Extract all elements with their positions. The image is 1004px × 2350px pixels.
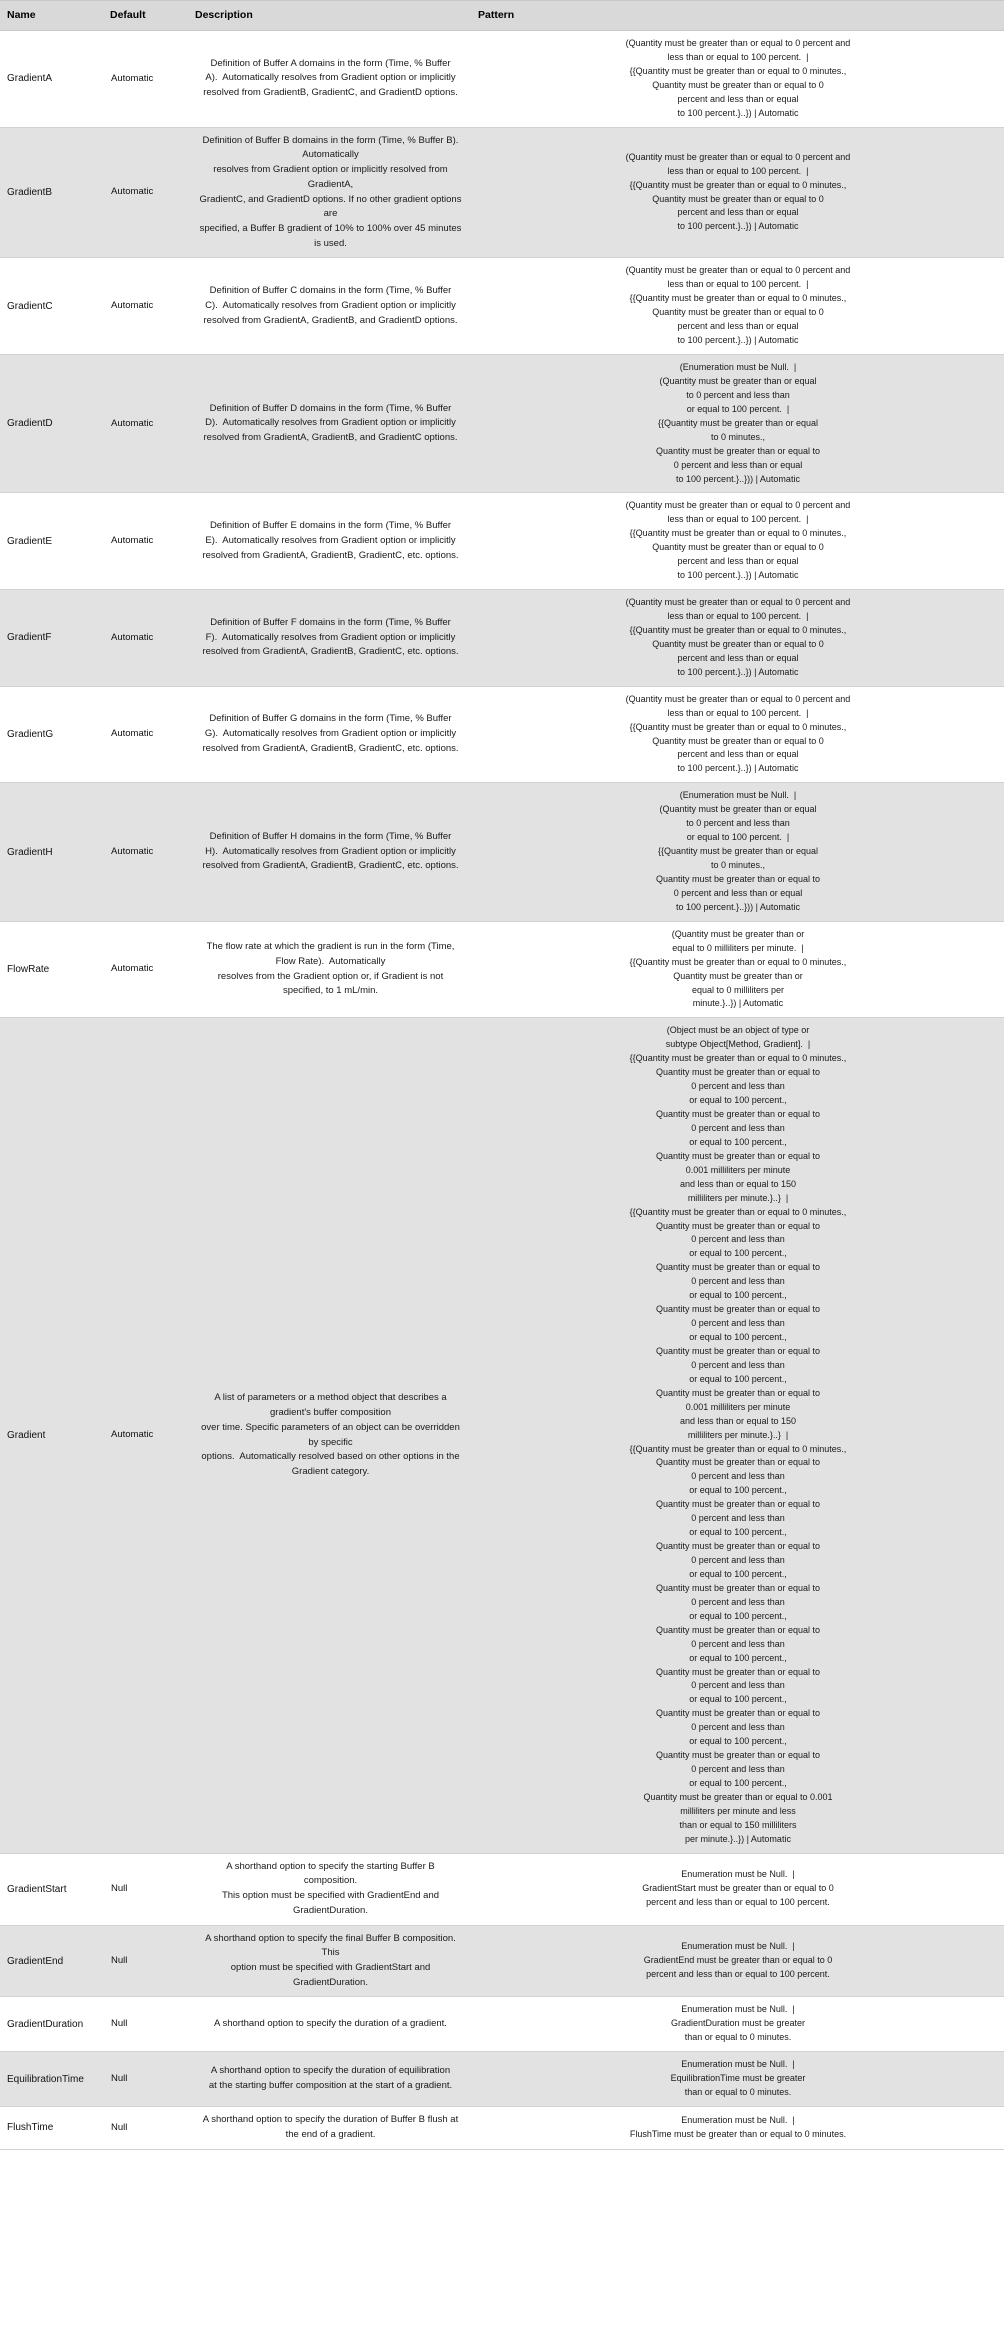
description-lines — [199, 519, 462, 563]
pattern-line: per minute.}..}) | Automatic — [685, 1833, 791, 1844]
pattern-line: Quantity must be greater than or equal to — [655, 1067, 821, 1078]
table-row — [0, 31, 1004, 128]
pattern-line: 0 percent and less than — [691, 1722, 785, 1733]
cell-option-name: GradientA — [0, 31, 104, 128]
column-header-description: Description — [189, 1, 472, 31]
description-line: resolved from GradientA, GradientB, GradientC, etc. options. — [202, 549, 459, 561]
pattern-line: or equal to 100 percent., — [689, 1248, 787, 1259]
pattern-line: GradientDuration must be greater — [670, 2018, 806, 2029]
table-row — [0, 1925, 1004, 1997]
table-row — [0, 1997, 1004, 2052]
cell-pattern — [472, 493, 1004, 590]
description-line: resolved from GradientA, GradientB, GradientC, etc. options. — [202, 860, 459, 872]
pattern-line: Quantity must be greater than or equal to 0 — [652, 307, 824, 318]
pattern-line: to 100 percent.}..}) | Automatic — [677, 666, 799, 677]
pattern-line: to 100 percent.}..}) | Automatic — [677, 335, 799, 346]
pattern-line: 0 percent and less than or equal — [673, 459, 803, 470]
pattern-line: less than or equal to 100 percent. | — [667, 279, 809, 290]
pattern-line: milliliters per minute and less — [680, 1805, 796, 1816]
table-row — [0, 258, 1004, 355]
description-line: GradientC, and GradientD options. If no other gradient options are — [199, 193, 465, 220]
pattern-line: percent and less than or equal — [677, 749, 799, 760]
description-line: resolved from GradientA, GradientB, and GradientC options. — [203, 432, 458, 444]
pattern-line: (Quantity must be greater than or equal to 0 percent and — [625, 265, 851, 276]
cell-description — [189, 258, 472, 355]
pattern-line: 0 percent and less than — [691, 1318, 785, 1329]
cell-option-name: FlowRate — [0, 921, 104, 1018]
cell-pattern — [472, 258, 1004, 355]
table-row — [0, 921, 1004, 1018]
pattern-line: to 100 percent.}..})) | Automatic — [676, 901, 800, 912]
cell-default-value: Automatic — [104, 590, 189, 687]
description-line: resolves from the Gradient option or, if Gradient is not specified, to 1 mL/min. — [217, 970, 446, 997]
pattern-line: (Quantity must be greater than or equal to 0 percent and — [625, 693, 851, 704]
cell-description — [189, 1925, 472, 1997]
cell-pattern — [472, 127, 1004, 258]
pattern-line: Quantity must be greater than or equal to 0 — [652, 638, 824, 649]
pattern-lines — [484, 1024, 992, 1846]
cell-default-value: Automatic — [104, 355, 189, 493]
cell-default-value: Automatic — [104, 686, 189, 783]
pattern-line: or equal to 100 percent., — [689, 1290, 787, 1301]
description-line: This option must be specified with GradientEnd and GradientDuration. — [221, 1890, 442, 1916]
pattern-lines — [484, 2114, 992, 2142]
pattern-lines — [484, 264, 992, 348]
description-line: D). Automatically resolves from Gradient option or implicitly — [205, 417, 456, 429]
cell-option-name: EquilibrationTime — [0, 2052, 104, 2107]
table-header — [0, 1, 1004, 31]
column-header-pattern: Pattern — [472, 1, 1004, 31]
cell-option-name: FlushTime — [0, 2107, 104, 2149]
pattern-line: less than or equal to 100 percent. | — [667, 51, 809, 62]
description-line: A shorthand option to specify the duration of equilibration — [210, 2065, 451, 2077]
cell-default-value: Automatic — [104, 127, 189, 258]
pattern-line: 0 percent and less than — [691, 1764, 785, 1775]
pattern-line: or equal to 100 percent., — [689, 1736, 787, 1747]
cell-option-name: GradientD — [0, 355, 104, 493]
cell-option-name: GradientDuration — [0, 1997, 104, 2052]
pattern-line: percent and less than or equal — [677, 93, 799, 104]
pattern-line: Enumeration must be Null. | — [681, 1941, 795, 1952]
pattern-line: Quantity must be greater than or equal to — [655, 1304, 821, 1315]
pattern-line: Quantity must be greater than or equal to — [655, 445, 821, 456]
cell-default-value: Null — [104, 2107, 189, 2149]
pattern-line: (Enumeration must be Null. | — [679, 362, 797, 372]
pattern-line: {{Quantity must be greater than or equal to 0 minutes., — [629, 624, 847, 635]
pattern-line: Quantity must be greater than or equal to — [655, 1499, 821, 1510]
pattern-line: Quantity must be greater than or equal to — [655, 1666, 821, 1677]
pattern-line: or equal to 100 percent. | — [686, 832, 790, 843]
description-line: resolved from GradientA, GradientB, GradientC, etc. options. — [202, 646, 459, 658]
cell-description — [189, 590, 472, 687]
pattern-line: Quantity must be greater than or equal to — [655, 1750, 821, 1761]
pattern-line: FlushTime must be greater than or equal to 0 minutes. — [629, 2128, 847, 2139]
cell-option-name: GradientG — [0, 686, 104, 783]
cell-pattern — [472, 2052, 1004, 2107]
pattern-line: less than or equal to 100 percent. | — [667, 707, 809, 718]
description-line: A). Automatically resolves from Gradient option or implicitly — [205, 72, 456, 84]
pattern-line: or equal to 100 percent., — [689, 1568, 787, 1579]
cell-option-name: GradientEnd — [0, 1925, 104, 1997]
pattern-line: equal to 0 milliliters per minute. | — [672, 942, 804, 953]
pattern-line: 0 percent and less than — [691, 1081, 785, 1092]
pattern-line: {{Quantity must be greater than or equal to 0 minutes., — [629, 1443, 847, 1454]
cell-option-name: GradientE — [0, 493, 104, 590]
description-lines — [199, 134, 465, 252]
pattern-line: {{Quantity must be greater than or equal — [657, 846, 819, 857]
cell-description — [189, 921, 472, 1018]
description-line: G). Automatically resolves from Gradient option or implicitly — [204, 728, 457, 740]
pattern-line: 0 percent and less than — [691, 1359, 785, 1370]
pattern-line: 0 percent and less than — [691, 1513, 785, 1524]
pattern-line: Quantity must be greater than or equal to — [655, 1345, 821, 1356]
description-lines — [199, 2064, 462, 2093]
pattern-line: or equal to 100 percent., — [689, 1136, 787, 1147]
pattern-line: GradientEnd must be greater than or equal to 0 — [643, 1955, 833, 1966]
pattern-lines — [484, 693, 992, 777]
description-lines — [199, 940, 462, 999]
cell-description — [189, 2052, 472, 2107]
pattern-line: Quantity must be greater than or equal to — [655, 1582, 821, 1593]
pattern-lines — [484, 789, 992, 914]
cell-option-name: GradientStart — [0, 1853, 104, 1925]
pattern-line: (Quantity must be greater than or equal to 0 percent and — [625, 597, 851, 608]
description-lines — [199, 2017, 462, 2032]
pattern-line: or equal to 100 percent., — [689, 1610, 787, 1621]
cell-description — [189, 355, 472, 493]
pattern-line: Quantity must be greater than or equal to — [655, 1220, 821, 1231]
description-line: F). Automatically resolves from Gradient option or implicitly — [205, 631, 456, 643]
pattern-line: 0.001 milliliters per minute — [685, 1164, 791, 1175]
cell-description — [189, 1018, 472, 1853]
pattern-line: than or equal to 0 minutes. — [684, 2087, 792, 2098]
pattern-line: Quantity must be greater than or equal to 0 — [652, 193, 824, 204]
pattern-lines — [484, 361, 992, 486]
pattern-line: 0.001 milliliters per minute — [685, 1401, 791, 1412]
pattern-line: Enumeration must be Null. | — [681, 2114, 795, 2125]
table-row — [0, 2107, 1004, 2149]
cell-pattern — [472, 590, 1004, 687]
description-line: specified, a Buffer B gradient of 10% to 100% over 45 minutes is used. — [199, 222, 465, 249]
cell-default-value: Null — [104, 1997, 189, 2052]
pattern-line: less than or equal to 100 percent. | — [667, 514, 809, 525]
description-line: A shorthand option to specify the duration of Buffer B flush at the end of a gradient. — [202, 2114, 461, 2140]
pattern-lines — [484, 2058, 992, 2100]
pattern-line: Quantity must be greater than or equal to — [655, 1150, 821, 1161]
description-lines — [199, 1391, 462, 1479]
pattern-line: Quantity must be greater than or equal to — [655, 1708, 821, 1719]
pattern-line: (Quantity must be greater than or equal — [659, 804, 817, 815]
table-row — [0, 2052, 1004, 2107]
description-line: A list of parameters or a method object that describes a gradient's buffer composition — [214, 1392, 450, 1419]
description-line: option must be specified with GradientStart and GradientDuration. — [230, 1962, 433, 1988]
cell-description — [189, 783, 472, 921]
description-line: A shorthand option to specify the final Buffer B composition. This — [205, 1932, 459, 1959]
description-lines — [199, 830, 462, 874]
pattern-line: 0 percent and less than — [691, 1555, 785, 1565]
pattern-line: Quantity must be greater than or equal to 0 — [652, 79, 824, 90]
pattern-line: milliliters per minute.}..} | — [687, 1192, 789, 1203]
table-row — [0, 686, 1004, 783]
pattern-line: 0 percent and less than — [691, 1471, 785, 1482]
pattern-line: (Quantity must be greater than or equal — [659, 375, 817, 386]
pattern-line: Quantity must be greater than or equal to — [655, 1387, 821, 1398]
cell-default-value: Null — [104, 1925, 189, 1997]
description-lines — [199, 57, 462, 101]
pattern-line: to 100 percent.}..}) | Automatic — [677, 763, 799, 774]
table-row — [0, 590, 1004, 687]
cell-pattern — [472, 1997, 1004, 2052]
cell-description — [189, 127, 472, 258]
description-lines — [199, 284, 462, 328]
table-row — [0, 1853, 1004, 1925]
cell-pattern — [472, 1853, 1004, 1925]
cell-default-value: Automatic — [104, 921, 189, 1018]
pattern-line: to 100 percent.}..}) | Automatic — [677, 570, 799, 581]
cell-pattern — [472, 1018, 1004, 1853]
pattern-line: 0 percent and less than — [691, 1596, 785, 1607]
column-header-name: Name — [0, 1, 104, 31]
pattern-lines — [484, 37, 992, 121]
pattern-line: Quantity must be greater than or — [673, 970, 803, 981]
pattern-line: to 100 percent.}..}) | Automatic — [677, 221, 799, 232]
pattern-line: 0 percent and less than — [691, 1122, 785, 1133]
pattern-line: milliliters per minute.}..} | — [687, 1429, 789, 1440]
pattern-line: Enumeration must be Null. | — [681, 2004, 795, 2015]
pattern-line: Quantity must be greater than or equal to — [655, 1624, 821, 1635]
table-row — [0, 355, 1004, 493]
description-line: over time. Specific parameters of an object can be overridden by specific — [201, 1421, 463, 1448]
pattern-line: Quantity must be greater than or equal to 0 — [652, 735, 824, 746]
description-lines — [199, 402, 462, 446]
table-row — [0, 783, 1004, 921]
description-line: options. Automatically resolved based on other options in the Gradient category. — [201, 1451, 463, 1477]
description-line: Definition of Buffer H domains in the form (Time, % Buffer — [209, 830, 452, 842]
pattern-line: percent and less than or equal — [677, 321, 799, 332]
pattern-line: or equal to 100 percent., — [689, 1332, 787, 1342]
pattern-line: (Quantity must be greater than or equal to 0 percent and — [625, 38, 851, 48]
pattern-line: Quantity must be greater than or equal to 0.001 — [643, 1791, 833, 1802]
description-lines — [199, 616, 462, 660]
pattern-line: percent and less than or equal to 100 percent. — [646, 1897, 830, 1908]
pattern-line: percent and less than or equal to 100 percent. — [646, 1968, 830, 1979]
cell-default-value: Automatic — [104, 1018, 189, 1853]
pattern-line: to 100 percent.}..}) | Automatic — [677, 107, 799, 118]
description-line: C). Automatically resolves from Gradient option or implicitly — [205, 299, 456, 311]
pattern-line: to 100 percent.}..})) | Automatic — [676, 473, 800, 484]
cell-pattern — [472, 686, 1004, 783]
cell-pattern — [472, 31, 1004, 128]
pattern-line: {{Quantity must be greater than or equal — [657, 417, 819, 428]
description-line: A shorthand option to specify the duration of a gradient. — [214, 2017, 447, 2029]
pattern-line: EquilibrationTime must be greater — [670, 2073, 806, 2084]
pattern-line: Quantity must be greater than or equal to — [655, 1457, 821, 1468]
description-lines — [199, 2113, 462, 2142]
cell-default-value: Null — [104, 1853, 189, 1925]
pattern-line: Quantity must be greater than or equal to — [655, 873, 821, 884]
description-line: Definition of Buffer A domains in the form (Time, % Buffer — [210, 57, 451, 69]
description-line: resolves from Gradient option or implicitly resolved from GradientA, — [213, 164, 451, 190]
pattern-line: (Enumeration must be Null. | — [679, 790, 797, 801]
pattern-line: percent and less than or equal — [677, 207, 799, 218]
description-line: Definition of Buffer E domains in the form (Time, % Buffer — [209, 520, 452, 532]
table-row — [0, 127, 1004, 258]
pattern-line: (Quantity must be greater than or — [671, 928, 805, 939]
pattern-line: Enumeration must be Null. | — [681, 1869, 795, 1880]
pattern-line: {{Quantity must be greater than or equal to 0 minutes., — [629, 528, 847, 539]
pattern-line: 0 percent and less than — [691, 1276, 785, 1287]
pattern-line: 0 percent and less than — [691, 1680, 785, 1691]
cell-option-name: GradientF — [0, 590, 104, 687]
pattern-lines — [484, 1868, 992, 1910]
description-line: Definition of Buffer B domains in the form (Time, % Buffer B). Automatically — [202, 134, 464, 161]
table-header-row — [0, 1, 1004, 31]
cell-pattern — [472, 355, 1004, 493]
pattern-line: {{Quantity must be greater than or equal to 0 minutes., — [629, 1053, 847, 1064]
cell-option-name: GradientB — [0, 127, 104, 258]
pattern-line: and less than or equal to 150 — [679, 1178, 797, 1189]
pattern-line: or equal to 100 percent., — [689, 1694, 787, 1705]
pattern-line: or equal to 100 percent. | — [686, 403, 790, 414]
pattern-line: 0 percent and less than or equal — [673, 887, 803, 898]
description-line: E). Automatically resolves from Gradient option or implicitly — [205, 534, 456, 546]
pattern-line: subtype Object[Method, Gradient]. | — [665, 1039, 811, 1050]
cell-description — [189, 1997, 472, 2052]
pattern-lines — [484, 596, 992, 680]
pattern-line: {{Quantity must be greater than or equal to 0 minutes., — [629, 65, 847, 76]
description-lines — [199, 1932, 462, 1991]
pattern-line: less than or equal to 100 percent. | — [667, 165, 809, 176]
pattern-line: {{Quantity must be greater than or equal to 0 minutes., — [629, 721, 847, 732]
pattern-line: Quantity must be greater than or equal to — [655, 1541, 821, 1552]
description-line: Definition of Buffer G domains in the form (Time, % Buffer — [209, 713, 452, 725]
pattern-line: or equal to 100 percent., — [689, 1527, 787, 1538]
pattern-lines — [484, 499, 992, 583]
cell-option-name: GradientH — [0, 783, 104, 921]
cell-default-value: Null — [104, 2052, 189, 2107]
pattern-lines — [484, 151, 992, 235]
pattern-line: (Quantity must be greater than or equal to 0 percent and — [625, 500, 851, 511]
table-row — [0, 1018, 1004, 1853]
pattern-lines — [484, 2003, 992, 2045]
pattern-line: or equal to 100 percent., — [689, 1485, 787, 1496]
pattern-line: to 0 minutes., — [710, 860, 766, 870]
description-lines — [199, 1860, 462, 1919]
cell-option-name: GradientC — [0, 258, 104, 355]
pattern-line: GradientStart must be greater than or equal to 0 — [642, 1883, 834, 1894]
cell-default-value: Automatic — [104, 31, 189, 128]
pattern-line: {{Quantity must be greater than or equal to 0 minutes., — [629, 956, 847, 967]
pattern-line: percent and less than or equal — [677, 652, 799, 663]
pattern-line: than or equal to 150 milliliters — [679, 1819, 797, 1830]
pattern-line: Quantity must be greater than or equal to — [655, 1262, 821, 1273]
cell-description — [189, 2107, 472, 2149]
table-body — [0, 31, 1004, 2150]
description-line: resolved from GradientA, GradientB, GradientC, etc. options. — [202, 742, 459, 754]
pattern-line: percent and less than or equal — [677, 556, 799, 567]
cell-default-value: Automatic — [104, 258, 189, 355]
cell-pattern — [472, 783, 1004, 921]
pattern-lines — [484, 1940, 992, 1982]
pattern-line: Quantity must be greater than or equal to — [655, 1109, 821, 1119]
cell-pattern — [472, 921, 1004, 1018]
pattern-line: less than or equal to 100 percent. | — [667, 611, 809, 621]
pattern-line: to 0 percent and less than — [686, 818, 790, 829]
pattern-line: Enumeration must be Null. | — [681, 2059, 795, 2070]
pattern-line: 0 percent and less than — [691, 1234, 785, 1245]
cell-default-value: Automatic — [104, 783, 189, 921]
description-line: resolved from GradientB, GradientC, and GradientD options. — [203, 87, 458, 99]
cell-description — [189, 493, 472, 590]
pattern-line: 0 percent and less than — [691, 1638, 785, 1649]
cell-option-name: Gradient — [0, 1018, 104, 1853]
cell-description — [189, 31, 472, 128]
column-header-default: Default — [104, 1, 189, 31]
pattern-line: {{Quantity must be greater than or equal to 0 minutes., — [629, 293, 847, 304]
cell-default-value: Automatic — [104, 493, 189, 590]
pattern-line: or equal to 100 percent., — [689, 1778, 787, 1788]
description-line: A shorthand option to specify the starting Buffer B composition. — [226, 1860, 438, 1887]
cell-description — [189, 686, 472, 783]
description-line: H). Automatically resolves from Gradient option or implicitly — [205, 845, 456, 857]
pattern-line: to 0 minutes., — [710, 431, 766, 442]
description-line: Definition of Buffer F domains in the form (Time, % Buffer — [210, 616, 451, 628]
description-line: at the starting buffer composition at the start of a gradient. — [208, 2080, 453, 2092]
pattern-line: or equal to 100 percent., — [689, 1652, 787, 1663]
pattern-line: minute.}..}) | Automatic — [692, 998, 784, 1009]
pattern-line: (Quantity must be greater than or equal to 0 percent and — [625, 151, 851, 162]
pattern-line: {{Quantity must be greater than or equal to 0 minutes., — [629, 179, 847, 190]
pattern-line: or equal to 100 percent., — [689, 1095, 787, 1106]
cell-description — [189, 1853, 472, 1925]
table-row — [0, 493, 1004, 590]
description-line: resolved from GradientA, GradientB, and GradientD options. — [203, 314, 458, 326]
pattern-line: {{Quantity must be greater than or equal to 0 minutes., — [629, 1206, 847, 1217]
cell-pattern — [472, 1925, 1004, 1997]
pattern-line: than or equal to 0 minutes. — [684, 2032, 792, 2043]
description-line: Definition of Buffer C domains in the form (Time, % Buffer — [209, 285, 452, 297]
pattern-lines — [484, 928, 992, 1012]
pattern-line: (Object must be an object of type or — [666, 1025, 810, 1036]
description-lines — [199, 712, 462, 756]
pattern-line: equal to 0 milliliters per — [691, 984, 785, 995]
description-line: The flow rate at which the gradient is run in the form (Time, Flow Rate). Automatically — [206, 941, 458, 967]
cell-pattern — [472, 2107, 1004, 2149]
pattern-line: Quantity must be greater than or equal to 0 — [652, 542, 824, 553]
pattern-line: or equal to 100 percent., — [689, 1373, 787, 1384]
pattern-line: to 0 percent and less than — [686, 389, 790, 400]
description-line: Definition of Buffer D domains in the form (Time, % Buffer — [209, 402, 452, 414]
pattern-line: and less than or equal to 150 — [679, 1415, 797, 1426]
